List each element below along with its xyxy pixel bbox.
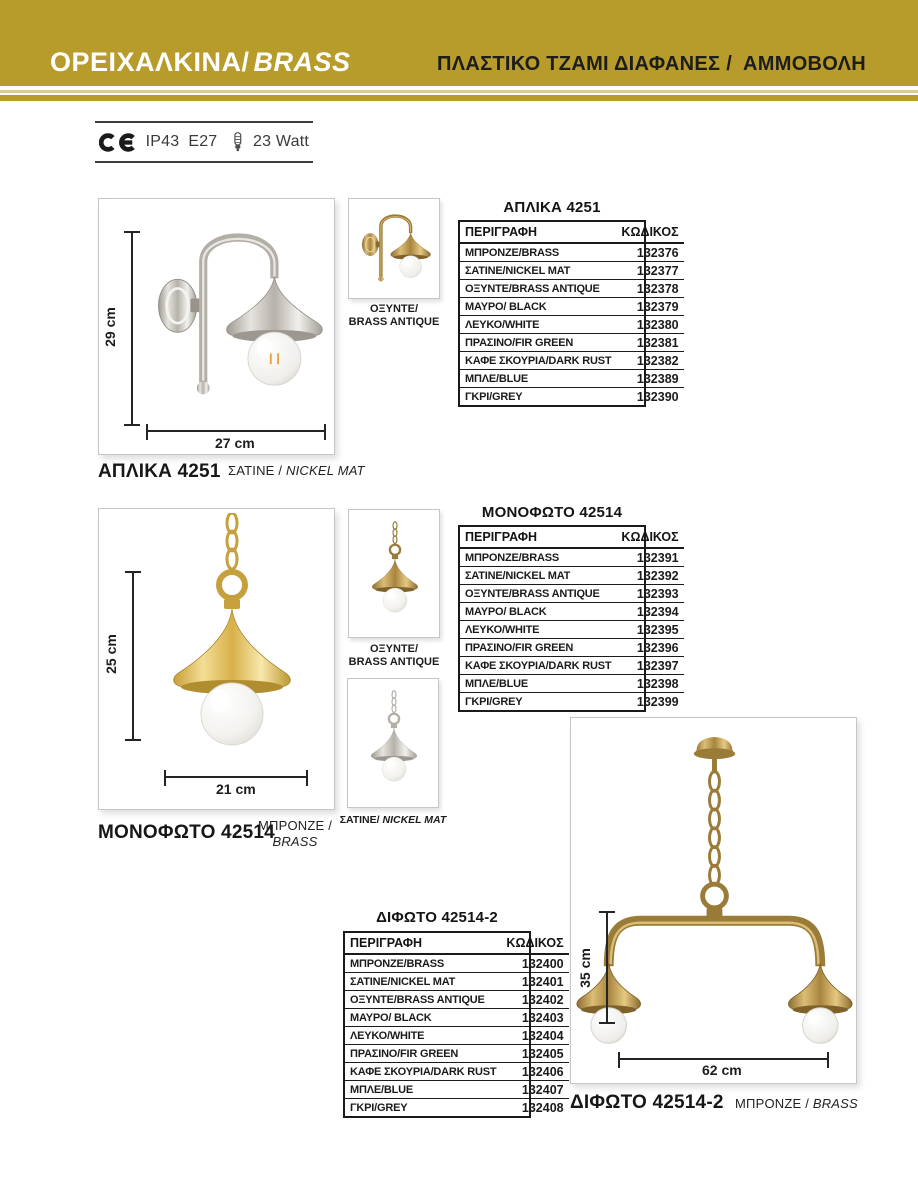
product-code: 132405 — [501, 1045, 568, 1063]
thumb-caption-line1: ΟΞΥΝΤΕ/ — [369, 643, 419, 655]
finish-greek: ΜΠΡΟΝΖΕ / — [735, 1096, 810, 1111]
finish-greek: ΜΠΡΟΝΖΕ / — [257, 818, 333, 833]
product-code: 132401 — [501, 973, 568, 991]
finish-description: ΜΠΛΕ/BLUE — [345, 1081, 501, 1099]
double-pendant-brass-illustration — [571, 726, 858, 1072]
spec-row — [460, 585, 684, 603]
product-code: 132390 — [636, 389, 679, 404]
product-code: 132382 — [616, 352, 683, 370]
product-code: 132394 — [616, 603, 683, 621]
thumb-caption-line1: ΣΑΤΙΝΕ/ — [339, 814, 380, 826]
height-dimension-line — [131, 231, 133, 426]
finish-description: ΠΡΑΣΙΝΟ/FIR GREEN — [345, 1045, 501, 1063]
finish-description: ΛΕΥΚΟ/WHITE — [345, 1027, 501, 1045]
product-code: 132396 — [616, 639, 683, 657]
finish-description: ΜΠΡΟΝΖΕ/BRASS — [345, 954, 501, 973]
thumb-caption-line2: BRASS ANTIQUE — [348, 316, 440, 329]
width-dimension-label: 21 cm — [216, 781, 256, 797]
product2-thumb2-caption — [323, 814, 463, 827]
category-title-greek: ΟΡΕΙΧΑΛΚΙΝΑ/ — [50, 47, 250, 77]
spec-row — [460, 657, 684, 675]
width-dimension-label: 27 cm — [215, 435, 255, 451]
finish-description: ΠΡΑΣΙΝΟ/FIR GREEN — [460, 334, 616, 352]
height-dimension-label: 29 cm — [101, 307, 118, 347]
spec-row — [345, 1009, 569, 1027]
finish-description: ΜΑΥΡΟ/ BLACK — [460, 603, 616, 621]
spec-row — [460, 316, 684, 334]
product2-name: ΜΟΝΟΦΩΤΟ 42514 — [98, 822, 275, 843]
finish-description: ΓΚΡΙ/GREY — [465, 390, 523, 403]
spec-row — [460, 388, 684, 406]
finish-description: ΛΕΥΚΟ/WHITE — [460, 316, 616, 334]
column-code: ΚΩΔΙΚΟΣ — [501, 933, 568, 954]
product1-thumb-brass-antique — [348, 198, 440, 299]
socket-type: E27 — [188, 133, 218, 150]
wattage: 23 Watt — [253, 133, 309, 150]
spec-row — [345, 1045, 569, 1063]
finish-greek: ΣΑΤΙΝΕ / — [228, 463, 283, 478]
column-code: ΚΩΔΙΚΟΣ — [616, 527, 683, 548]
product3-spec-table — [343, 931, 564, 1118]
finish-description: ΓΚΡΙ/GREY — [350, 1101, 408, 1114]
product-code: 132378 — [616, 280, 683, 298]
finish-english: NICKEL MAT — [286, 463, 365, 478]
spec-row — [460, 334, 684, 352]
ce-mark-icon — [99, 132, 137, 153]
wall-sconce-brass-antique-illustration — [355, 204, 435, 292]
spec-row — [460, 548, 684, 567]
finish-description: ΣΑΤΙΝΕ/NICKEL MAT — [345, 973, 501, 991]
finish-description: ΠΡΑΣΙΝΟ/FIR GREEN — [460, 639, 616, 657]
product3-main-image — [570, 717, 857, 1084]
spec-row — [460, 280, 684, 298]
height-dimension-label: 35 cm — [576, 948, 593, 988]
finish-description: ΓΚΡΙ/GREY — [465, 695, 523, 708]
column-code: ΚΩΔΙΚΟΣ — [616, 222, 683, 243]
pendant-brass-illustration — [132, 513, 332, 781]
spec-row — [345, 954, 569, 973]
finish-description: ΟΞΥΝΤΕ/BRASS ANTIQUE — [345, 991, 501, 1009]
finish-description: ΚΑΦΕ ΣΚΟΥΡΙΑ/DARK RUST — [460, 352, 616, 370]
thumb-caption-line1: ΟΞΥΝΤΕ/ — [369, 303, 419, 315]
product2-thumb-brass-antique — [348, 509, 440, 638]
product2-spec-table — [458, 525, 679, 712]
spec-row — [460, 567, 684, 585]
product3-finish — [735, 1096, 858, 1111]
finish-english: BRASS — [272, 834, 318, 850]
product-code: 132408 — [521, 1100, 564, 1115]
spec-row — [345, 973, 569, 991]
product1-name: ΑΠΛΙΚΑ 4251 — [98, 461, 221, 482]
product2-table-title: ΜΟΝΟΦΩΤΟ 42514 — [481, 504, 623, 521]
product1-main-image — [98, 198, 335, 455]
spec-row — [345, 1063, 569, 1081]
product-code: 132399 — [636, 694, 679, 709]
product3-name: ΔΙΦΩΤΟ 42514-2 — [570, 1092, 724, 1113]
product-code: 132402 — [501, 991, 568, 1009]
spec-row — [460, 262, 684, 280]
product1-finish — [228, 463, 365, 478]
column-description: ΠΕΡΙΓΡΑΦΗ — [460, 527, 616, 548]
width-dimension-line — [164, 776, 308, 778]
product-code: 132407 — [501, 1081, 568, 1099]
product-code: 132397 — [616, 657, 683, 675]
spec-row — [345, 1099, 569, 1117]
finish-description: ΜΠΛΕ/BLUE — [460, 370, 616, 388]
product-code: 132398 — [616, 675, 683, 693]
finish-description: ΜΠΡΟΝΖΕ/BRASS — [460, 243, 616, 262]
category-title-english: BRASS — [253, 47, 351, 77]
spec-row — [460, 639, 684, 657]
spec-row — [345, 1027, 569, 1045]
finish-description: ΚΑΦΕ ΣΚΟΥΡΙΑ/DARK RUST — [345, 1063, 501, 1081]
spec-header-row — [460, 527, 684, 548]
product2-main-image — [98, 508, 335, 810]
finish-description: ΜΠΛΕ/BLUE — [460, 675, 616, 693]
ip-rating: IP43 — [145, 133, 180, 150]
subcategory-title: ΠΛΑΣΤΙΚΟ ΤΖΑΜΙ ΔΙΑΦΑΝΕΣ / ΑΜΜΟΒΟΛΗ — [436, 53, 866, 75]
spec-row — [460, 603, 684, 621]
product-code: 132380 — [616, 316, 683, 334]
finish-description: ΚΑΦΕ ΣΚΟΥΡΙΑ/DARK RUST — [460, 657, 616, 675]
finish-description: ΣΑΤΙΝΕ/NICKEL MAT — [460, 262, 616, 280]
product-code: 132381 — [616, 334, 683, 352]
product2-thumb-nickel-mat — [347, 678, 439, 808]
product1-table-title: ΑΠΛΙΚΑ 4251 — [503, 199, 601, 216]
spec-row — [460, 693, 684, 711]
spec-header-row — [345, 933, 569, 954]
product-code: 132403 — [501, 1009, 568, 1027]
product-code: 132389 — [616, 370, 683, 388]
product3-table-title: ΔΙΦΩΤΟ 42514-2 — [376, 909, 498, 926]
spec-row — [460, 298, 684, 316]
thumb-caption-line2: BRASS ANTIQUE — [348, 656, 440, 669]
category-title — [50, 47, 351, 78]
product-code: 132406 — [501, 1063, 568, 1081]
finish-description: ΣΑΤΙΝΕ/NICKEL MAT — [460, 567, 616, 585]
thumb-caption-line2: NICKEL MAT — [382, 814, 447, 826]
width-dimension-line — [618, 1058, 829, 1060]
column-description: ΠΕΡΙΓΡΑΦΗ — [345, 933, 501, 954]
finish-description: ΟΞΥΝΤΕ/BRASS ANTIQUE — [460, 280, 616, 298]
height-dimension-line — [132, 571, 134, 741]
product-code: 132393 — [616, 585, 683, 603]
product-code: 132391 — [616, 548, 683, 567]
spec-badge — [95, 121, 313, 163]
spec-row — [460, 675, 684, 693]
column-description: ΠΕΡΙΓΡΑΦΗ — [460, 222, 616, 243]
pendant-nickel-illustration — [355, 683, 433, 803]
header-gold-band — [0, 0, 918, 86]
spec-row — [460, 243, 684, 262]
product-code: 132404 — [501, 1027, 568, 1045]
finish-description: ΟΞΥΝΤΕ/BRASS ANTIQUE — [460, 585, 616, 603]
spec-row — [460, 352, 684, 370]
width-dimension-label: 62 cm — [702, 1062, 742, 1078]
finish-description: ΜΑΥΡΟ/ BLACK — [345, 1009, 501, 1027]
spec-row — [345, 1081, 569, 1099]
spec-header-row — [460, 222, 684, 243]
product1-spec-table — [458, 220, 679, 407]
product-code: 132376 — [616, 243, 683, 262]
height-dimension-label: 25 cm — [102, 634, 119, 674]
wall-sconce-nickel-illustration — [141, 209, 333, 419]
product-code: 132395 — [616, 621, 683, 639]
spec-row — [345, 991, 569, 1009]
spec-row — [460, 621, 684, 639]
product-code: 132400 — [501, 954, 568, 973]
header-stripes — [0, 86, 918, 101]
finish-description: ΜΑΥΡΟ/ BLACK — [460, 298, 616, 316]
product2-thumb1-caption — [338, 643, 450, 669]
pendant-brass-antique-illustration — [356, 514, 434, 634]
finish-description: ΛΕΥΚΟ/WHITE — [460, 621, 616, 639]
cfl-bulb-icon — [232, 129, 244, 156]
height-dimension-line — [606, 911, 608, 1024]
product1-thumb-caption — [338, 303, 450, 329]
width-dimension-line — [146, 430, 326, 432]
product-code: 132379 — [616, 298, 683, 316]
spec-row — [460, 370, 684, 388]
finish-english: BRASS — [812, 1096, 858, 1111]
product-code: 132392 — [616, 567, 683, 585]
product-code: 132377 — [616, 262, 683, 280]
finish-description: ΜΠΡΟΝΖΕ/BRASS — [460, 548, 616, 567]
